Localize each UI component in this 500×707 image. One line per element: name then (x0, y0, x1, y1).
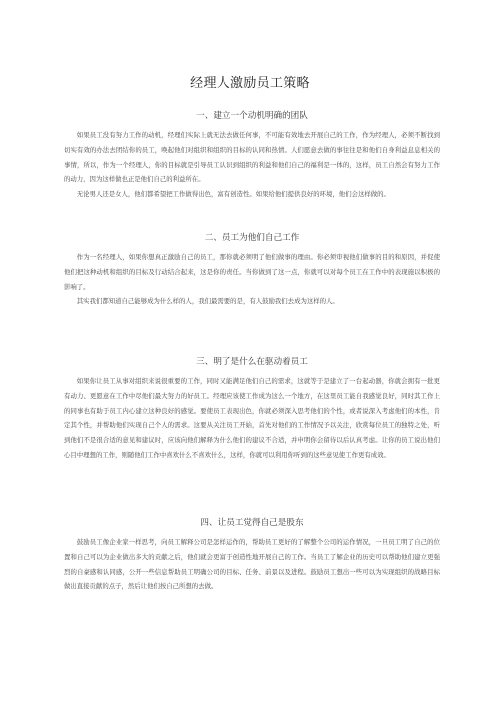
paragraph: 作为一名经理人，如果你想真正激励自己的员工，那你就必须明了他们做事的理由。你必须审视他们做事的目的和原因，并促使他们把这种动机和组织的目标及行动结合起来，这是你的责任。当你做到了这一点，你就可以对每个员工在工作中的表现施以积极的影响了。 (64, 253, 440, 291)
paragraph: 如果你让员工从事对组织来说很重要的工作，同时又能满足他们自己的需求，这就等于是建立了一台起动器，你就会拥有一批更有动力、更愿意在工作中尽他们最大努力的好员工。经理应该使工作成为这么一个地方，在这里员工能自我感觉良好，同时其工作上的同事也有助于员工内心建立这种良好的感觉。要使员工表现出色，你就必须深入思考他们的个性，或者说深入考虑他们的本性，肯定其个性，并帮助他们实现自己个人的需求。这要从关注员工开始，首先对他们的工作情况予以关注，欣赏每位员工的独特之处，听到他们不是很合适的意见和建议时，应该向他们解释为什么他们的建议不合适，并申明你会留待以后认真考虑。让你的员工说出他们心目中理想的工作，则随他们工作中喜欢什么不喜欢什么，这样，你就可以利用你听到的这些意见使工作更有成效。 (64, 377, 440, 459)
paragraph: 其实我们都知道自己能够成为什么样的人，我们最需要的是，有人鼓励我们去成为这样的人。 (76, 297, 339, 306)
section-heading: 四、让员工觉得自己是股东 (200, 518, 304, 528)
section-motivated-team (64, 110, 440, 202)
paragraph: 如果员工没有努力工作的动机，经理们实际上就无法去做任何事，不可能有效地去开展自己的工作，作为经理人，必须不断找到切实有效的办法去团结你的员工，唤起他们对组织和组织的目标的认同和热情。人们愿意去做的事往往是和他们自身利益息息相关的事情，所以，作为一个经理人，你的目标就是引导员工认识到组织的利益和他们自己的福利是一体的，这样，员工自然会有努力工作的动力，因为这样做也正是他们自己的利益所在。 (64, 131, 440, 184)
paragraph: 无论男人还是女人，他们都希望把工作做得出色，富有创造性。如果给他们提供良好的环境，他们会这样做的。 (76, 190, 390, 199)
section-work-for-themselves (64, 232, 440, 309)
document-title: 经理人激励员工策略 (190, 76, 310, 91)
section-what-drives-employees (64, 356, 440, 463)
section-heading: 三、明了是什么在驱动着员工 (196, 357, 308, 367)
section-employees-as-shareholders (64, 517, 440, 594)
section-heading: 二、员工为他们自己工作 (204, 233, 300, 243)
section-heading: 一、建立一个动机明确的团队 (196, 111, 308, 121)
paragraph: 鼓励员工像企业家一样思考，向员工解释公司是怎样运作的，帮助员工更好的了解整个公司的运作情况，一旦员工明了自己的位置和自己可以为企业做出多大的贡献之后，他们就会更富于创造性地开展自己的工作。当员工了解企业的历史可以帮助他们建立更强烈的自豪感和认同感，公开一些信息帮助员工明确公司的目标、任务、前景以及进程。鼓励员工想出一些可以为实现组织的战略目标做出直接贡献的点子，然后让他们按自己所想的去做。 (64, 538, 440, 591)
